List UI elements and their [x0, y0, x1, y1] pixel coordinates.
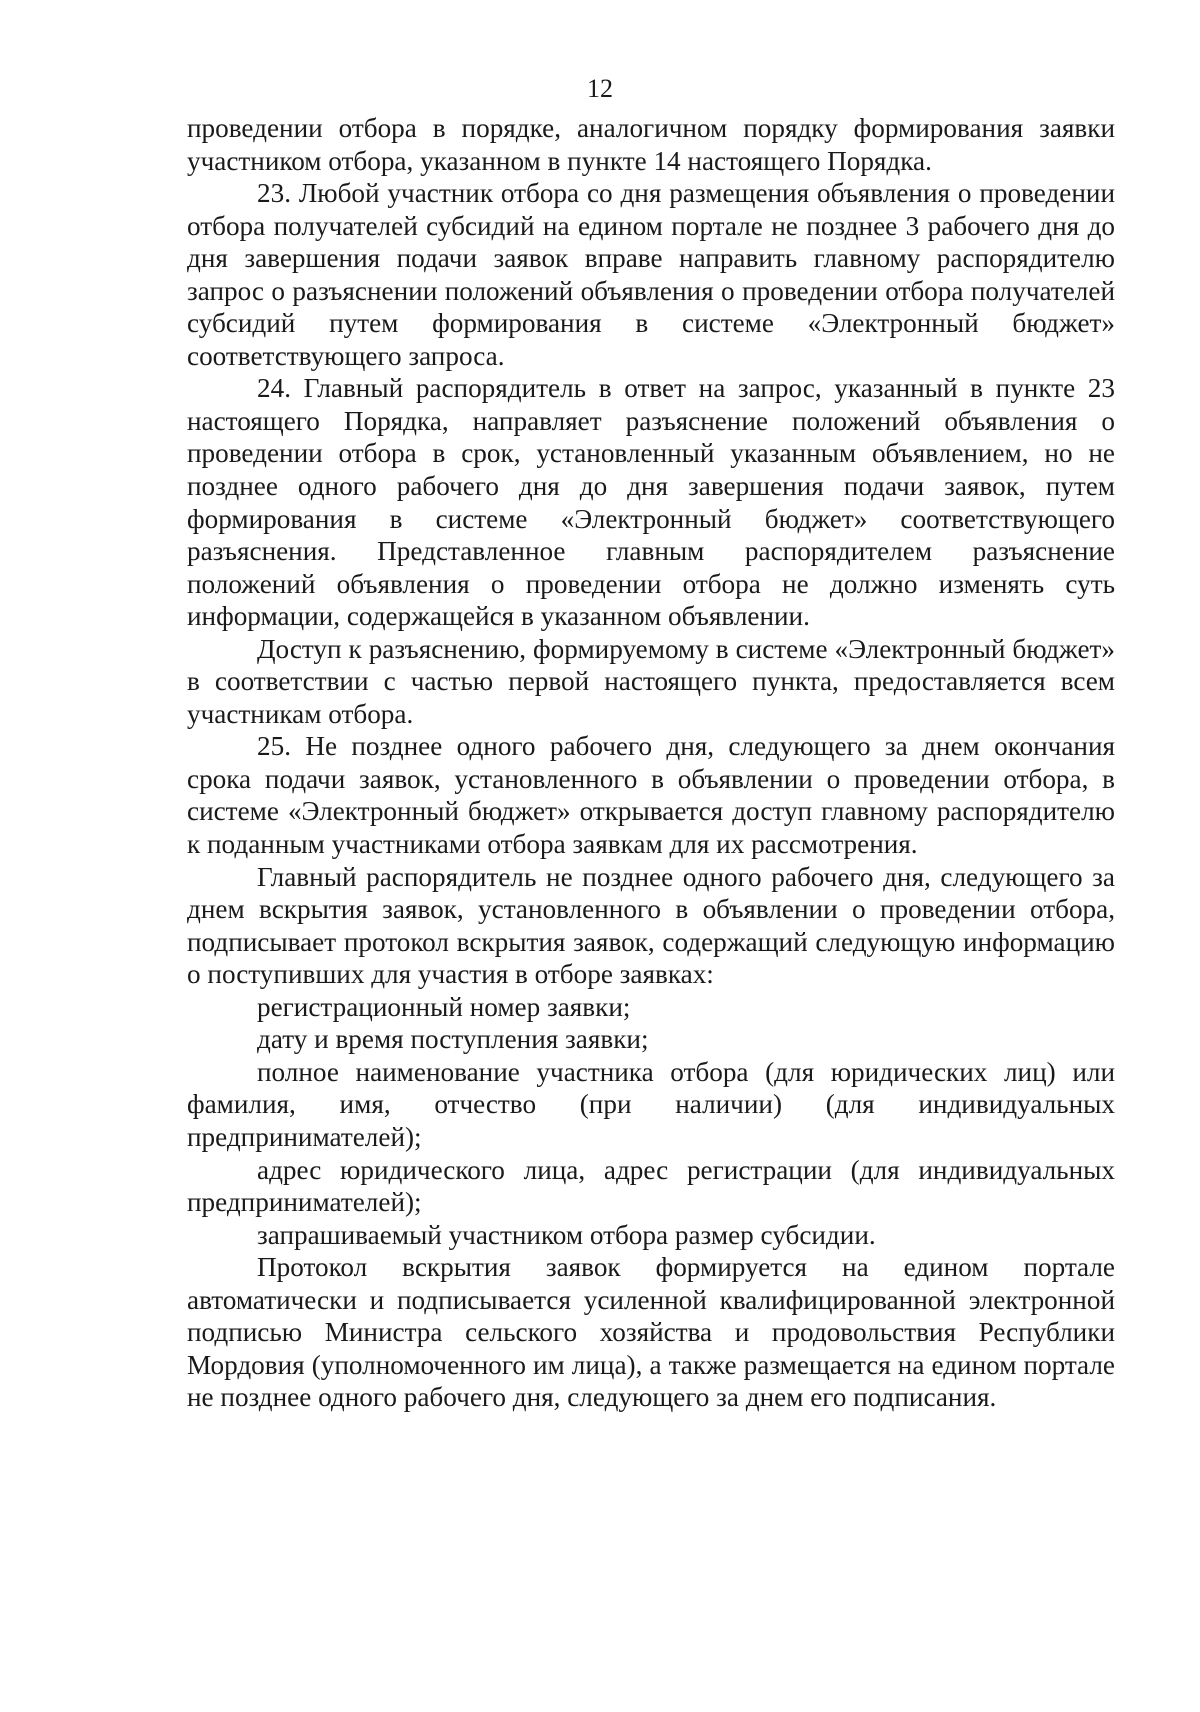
page-number: 12	[587, 74, 613, 103]
paragraph-protocol-signing: Главный распорядитель не позднее одного рабочего дня, следующего за днем вскрытия заявок, установленного в объявлении о проведении отбора, подписывает протокол вскрытия заявок, содержащий следующую информацию о поступивших для участия в отборе заявках:	[187, 861, 1115, 990]
list-item: регистрационный номер заявки;	[257, 991, 631, 1022]
list-item: адрес юридического лица, адрес регистрации (для индивидуальных предпринимателей);	[187, 1154, 1115, 1218]
paragraph-continuation: проведении отбора в порядке, аналогичном порядку формирования заявки участником отбора, указанном в пункте 14 настоящего Порядка.	[187, 113, 1115, 176]
paragraph-item-25: 25. Не позднее одного рабочего дня, следующего за днем окончания срока подачи заявок, установленного в объявлении о проведении отбора, в системе «Электронный бюджет» открывается доступ главному распорядителю к поданным участниками отбора заявкам для их рассмотрения.	[187, 731, 1115, 860]
list-item: дату и время поступления заявки;	[257, 1024, 649, 1055]
list-item: запрашиваемый участником отбора размер субсидии.	[257, 1219, 876, 1250]
paragraph-access-clarification: Доступ к разъяснению, формируемому в системе «Электронный бюджет» в соответствии с частью первой настоящего пункта, предоставляется всем участникам отбора.	[187, 633, 1115, 729]
document-body	[187, 112, 1115, 1414]
paragraph-item-23: 23. Любой участник отбора со дня размещения объявления о проведении отбора получателей субсидий на едином портале не позднее 3 рабочего дня до дня завершения подачи заявок вправе направить главному распорядителю запрос о разъяснении положений объявления о проведении отбора получателей субсидий путем формирования в системе «Электронный бюджет» соответствующего запроса.	[187, 178, 1115, 371]
list-item: полное наименование участника отбора (для юридических лиц) или фамилия, имя, отчество (при наличии) (для индивидуальных предпринимателей);	[187, 1056, 1115, 1152]
paragraph-protocol-formation: Протокол вскрытия заявок формируется на едином портале автоматически и подписывается усиленной квалифицированной электронной подписью Министра сельского хозяйства и продовольствия Республики Мордовия (уполномоченного им лица), а также размещается на едином портале не позднее одного рабочего дня, следующего за днем его подписания.	[187, 1252, 1115, 1413]
paragraph-item-24: 24. Главный распорядитель в ответ на запрос, указанный в пункте 23 настоящего Порядка, направляет разъяснение положений объявления о проведении отбора в срок, установленный указанным объявлением, но не позднее одного рабочего дня до дня завершения подачи заявок, путем формирования в системе «Электронный бюджет» соответствующего разъяснения. Представленное главным распорядителем разъяснение положений объявления о проведении отбора не должно изменять суть информации, содержащейся в указанном объявлении.	[187, 373, 1115, 632]
